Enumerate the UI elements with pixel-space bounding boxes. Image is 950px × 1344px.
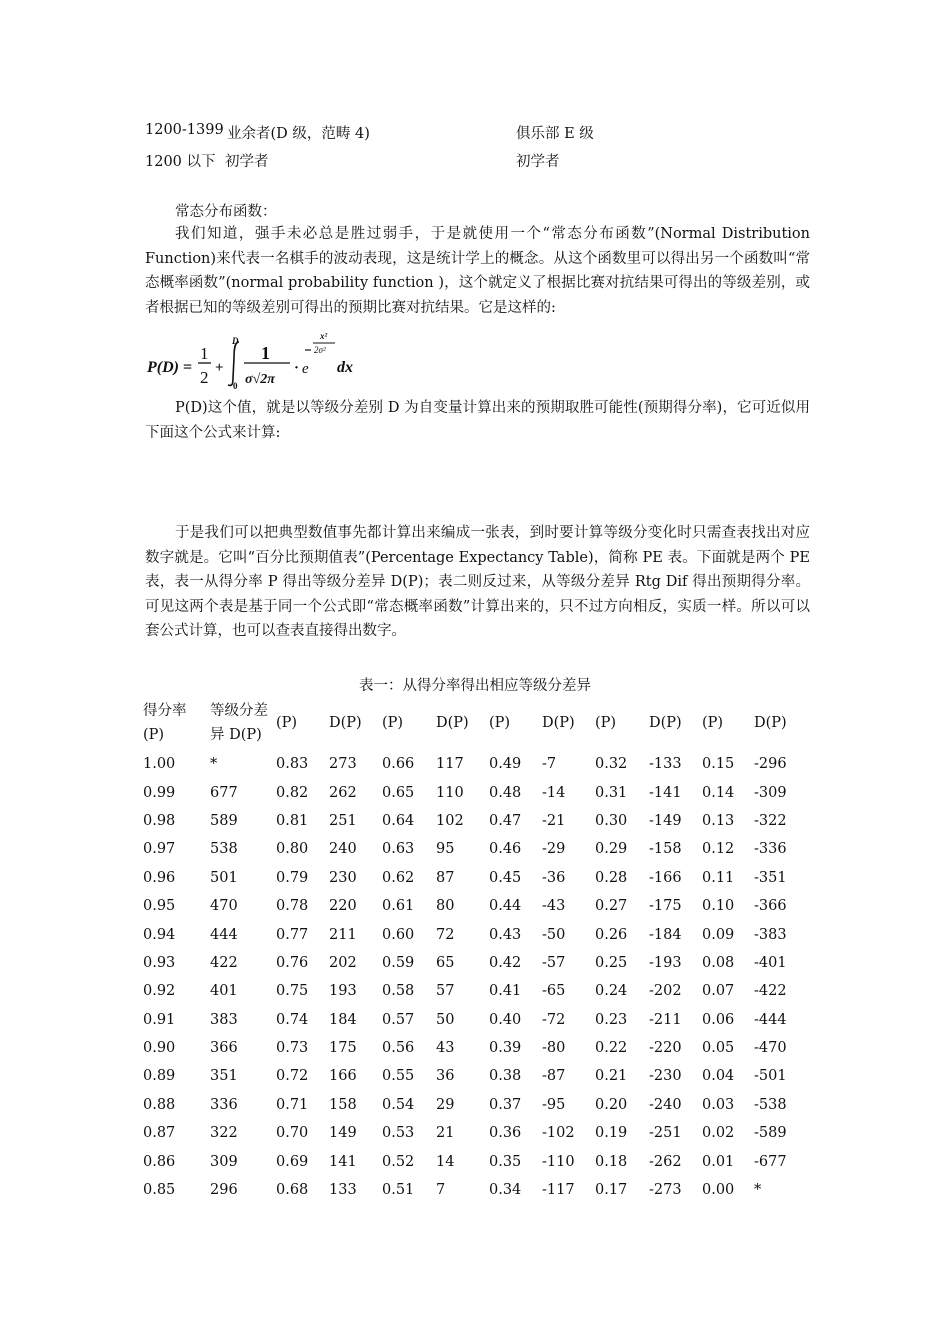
table-cell: 0.24 <box>595 983 628 1000</box>
table-cell: -366 <box>754 898 787 915</box>
table-cell: 0.19 <box>595 1125 628 1142</box>
table-cell: 184 <box>329 1011 357 1028</box>
table-cell: 87 <box>436 869 455 886</box>
formula-lower-limit: 0 <box>233 381 238 390</box>
table-cell: -80 <box>542 1040 566 1057</box>
formula-dx: dx <box>337 359 353 376</box>
table-cell: 29 <box>436 1096 455 1113</box>
table-cell: 0.17 <box>595 1182 628 1199</box>
table-cell: 251 <box>329 812 357 829</box>
table-cell: 0.53 <box>382 1125 415 1142</box>
table-cell: 14 <box>436 1153 455 1170</box>
table-cell: 0.73 <box>276 1040 309 1057</box>
table-cell: 0.80 <box>276 841 309 858</box>
table-cell: -351 <box>754 869 787 886</box>
table-cell: 0.86 <box>143 1153 176 1170</box>
table-cell: 0.74 <box>276 1011 309 1028</box>
table-cell: -296 <box>754 756 787 773</box>
table-cell: 0.65 <box>382 784 415 801</box>
table-cell: 0.30 <box>595 812 628 829</box>
table-cell: 0.10 <box>702 898 735 915</box>
table-cell: -133 <box>649 756 682 773</box>
table-cell: 0.49 <box>489 756 522 773</box>
table-cell: -262 <box>649 1153 682 1170</box>
table-cell: 0.88 <box>143 1096 176 1113</box>
table-cell: -309 <box>754 784 787 801</box>
table-cell: 117 <box>436 756 464 773</box>
table-cell: 0.32 <box>595 756 628 773</box>
table-header-cell: D(P) <box>542 715 575 731</box>
table-cell: 0.64 <box>382 812 415 829</box>
formula-half-numerator: 1 <box>200 344 209 363</box>
table-cell: -220 <box>649 1040 682 1057</box>
table-cell: 1.00 <box>143 756 176 773</box>
table-cell: 262 <box>329 784 357 801</box>
paragraph-pd-description: P(D)这个值，就是以等级分差别 D 为自变量计算出来的预期取胜可能性(预期得分率)，它可近似用下面这个公式来计算: <box>145 400 810 441</box>
table-header-cell: 得分率 (P) <box>143 703 187 743</box>
table-cell: 0.25 <box>595 954 628 971</box>
table-cell: 102 <box>436 812 464 829</box>
table-cell: 538 <box>210 841 238 858</box>
table-cell: 36 <box>436 1068 455 1085</box>
table-cell: 0.87 <box>143 1125 176 1142</box>
table-cell: 422 <box>210 954 238 971</box>
table-cell: -422 <box>754 983 787 1000</box>
table-cell: 0.82 <box>276 784 309 801</box>
table-cell: 0.05 <box>702 1040 735 1057</box>
table-cell: 7 <box>436 1182 446 1199</box>
table-cell: -383 <box>754 926 787 943</box>
table-cell: -65 <box>542 983 566 1000</box>
table-cell: 501 <box>210 869 238 886</box>
table-cell: 0.22 <box>595 1040 628 1057</box>
table-cell: 21 <box>436 1125 455 1142</box>
table-cell: 0.38 <box>489 1068 522 1085</box>
table-cell: 0.98 <box>143 812 176 829</box>
table-cell: -211 <box>649 1011 682 1028</box>
table-cell: 166 <box>329 1068 357 1085</box>
table-cell: 0.60 <box>382 926 415 943</box>
table-cell: -87 <box>542 1068 566 1085</box>
table-cell: 0.94 <box>143 926 176 943</box>
table-cell: 0.14 <box>702 784 735 801</box>
table-header-cell: D(P) <box>754 715 787 731</box>
table-cell: 50 <box>436 1011 455 1028</box>
table-cell: -95 <box>542 1096 566 1113</box>
grade-club: 俱乐部 E 级 <box>516 126 594 142</box>
table-cell: 230 <box>329 869 357 886</box>
table-cell: 0.66 <box>382 756 415 773</box>
table-cell: -43 <box>542 898 566 915</box>
table-cell: -470 <box>754 1040 787 1057</box>
table-cell: 0.58 <box>382 983 415 1000</box>
table-cell: 211 <box>329 926 357 943</box>
table-cell: 0.61 <box>382 898 415 915</box>
table-row <box>143 1091 804 1119</box>
table-cell: 110 <box>436 784 464 801</box>
table-row <box>143 1176 804 1204</box>
table-row <box>143 977 804 1005</box>
table-cell: -251 <box>649 1125 682 1142</box>
table-cell: -336 <box>754 841 787 858</box>
formula-e: e <box>302 361 309 377</box>
table-cell: 0.02 <box>702 1125 735 1142</box>
grade-label: 业余者(D 级，范畴 4) <box>227 126 370 142</box>
formula-equals: = <box>183 359 193 376</box>
table-cell: -401 <box>754 954 787 971</box>
table-cell: 0.45 <box>489 869 522 886</box>
paragraph-normal-distribution: 我们知道，强手未必总是胜过弱手，于是就使用一个“常态分布函数”(Normal Distribution Function)来代表一名棋手的波动表现，这是统计学上的概念。从这个函数里可以得出另一个函数叫“常态概率函数”(normal probability function )，这个就定义了根据比赛对抗结果可得出的等级差别，或者根据已知的等级差别可得出的预期比赛对抗结果。它是这样的: <box>145 226 810 316</box>
table-cell: 0.81 <box>276 812 309 829</box>
table-cell: 0.46 <box>489 841 522 858</box>
table-cell: 383 <box>210 1011 238 1028</box>
table-cell: 0.43 <box>489 926 522 943</box>
table-cell: 175 <box>329 1040 357 1057</box>
table-header-cell: D(P) <box>329 715 362 731</box>
table-header-cell: 等级分差 异 D(P) <box>210 703 268 743</box>
table-cell: 0.79 <box>276 869 309 886</box>
table-cell: 401 <box>210 983 238 1000</box>
table-cell: 193 <box>329 983 357 1000</box>
table-cell: * <box>754 1182 762 1199</box>
table-cell: 0.69 <box>276 1153 309 1170</box>
table-cell: 0.44 <box>489 898 522 915</box>
table-cell: 0.85 <box>143 1182 176 1199</box>
table-cell: 351 <box>210 1068 238 1085</box>
table-cell: 0.01 <box>702 1153 735 1170</box>
table-cell: 0.77 <box>276 926 309 943</box>
table-cell: 0.63 <box>382 841 415 858</box>
table-cell: 336 <box>210 1096 238 1113</box>
table-cell: 322 <box>210 1125 238 1142</box>
table-cell: -589 <box>754 1125 787 1142</box>
table1-caption: 表一：从得分率得出相应等级分差异 <box>359 678 591 694</box>
table-cell: 589 <box>210 812 238 829</box>
table-cell: 72 <box>436 926 455 943</box>
table-header-cell: (P) <box>595 715 617 731</box>
table-cell: 0.57 <box>382 1011 415 1028</box>
table-cell: 158 <box>329 1096 357 1113</box>
table-cell: 0.35 <box>489 1153 522 1170</box>
formula-fraction-denominator: σ√2π <box>245 372 275 387</box>
formula-fraction-numerator: 1 <box>261 343 270 363</box>
table-header-cell: (P) <box>382 715 404 731</box>
table-cell: 0.18 <box>595 1153 628 1170</box>
table-cell: 0.40 <box>489 1011 522 1028</box>
table-cell: 0.34 <box>489 1182 522 1199</box>
normal-probability-formula <box>145 328 375 390</box>
table-cell: 0.99 <box>143 784 176 801</box>
table-cell: 0.78 <box>276 898 309 915</box>
table-cell: -102 <box>542 1125 575 1142</box>
table-header-cell: (P) <box>702 715 724 731</box>
table-cell: 0.54 <box>382 1096 415 1113</box>
table-cell: 240 <box>329 841 357 858</box>
grade-range: 1200-1399 <box>145 122 224 138</box>
table-row <box>143 949 804 977</box>
table-cell: -149 <box>649 812 682 829</box>
table-cell: 57 <box>436 983 455 1000</box>
table-cell: 0.72 <box>276 1068 309 1085</box>
table-cell: 470 <box>210 898 238 915</box>
table-row <box>143 1147 804 1175</box>
table-cell: 0.28 <box>595 869 628 886</box>
table-cell: 0.04 <box>702 1068 735 1085</box>
table-cell: 0.42 <box>489 954 522 971</box>
table-cell: 309 <box>210 1153 238 1170</box>
table-cell: 273 <box>329 756 357 773</box>
table-cell: -230 <box>649 1068 682 1085</box>
formula-exponent-numerator: x² <box>320 331 328 341</box>
section-title: 常态分布函数： <box>175 204 277 220</box>
table-cell: 65 <box>436 954 455 971</box>
table-cell: 0.96 <box>143 869 176 886</box>
table-cell: -175 <box>649 898 682 915</box>
table-cell: -322 <box>754 812 787 829</box>
table-cell: 0.36 <box>489 1125 522 1142</box>
table-cell: -273 <box>649 1182 682 1199</box>
table-cell: -57 <box>542 954 566 971</box>
table-cell: 0.97 <box>143 841 176 858</box>
table-cell: 0.75 <box>276 983 309 1000</box>
table-cell: 141 <box>329 1153 357 1170</box>
table-cell: 0.12 <box>702 841 735 858</box>
table-row <box>143 1034 804 1062</box>
formula-exponent-denominator: 2σ² <box>314 345 326 355</box>
table-cell: 0.31 <box>595 784 628 801</box>
grade-range: 1200 以下 <box>145 154 216 170</box>
table-cell: -184 <box>649 926 682 943</box>
table-header-cell: (P) <box>489 715 511 731</box>
table-cell: -21 <box>542 812 566 829</box>
table-cell: 0.48 <box>489 784 522 801</box>
table-cell: 0.92 <box>143 983 176 1000</box>
formula-lhs: P(D) <box>147 359 179 376</box>
table-cell: 296 <box>210 1182 238 1199</box>
table-cell: 0.06 <box>702 1011 735 1028</box>
table-cell: 0.68 <box>276 1182 309 1199</box>
formula-dot: · <box>294 360 300 376</box>
pe-table-1 <box>143 696 804 1204</box>
table-cell: 0.08 <box>702 954 735 971</box>
table-cell: 0.71 <box>276 1096 309 1113</box>
table-cell: -158 <box>649 841 682 858</box>
table-cell: -14 <box>542 784 566 801</box>
table-cell: 0.52 <box>382 1153 415 1170</box>
table-cell: 133 <box>329 1182 357 1199</box>
integral-sign <box>228 342 239 385</box>
table-row <box>143 1006 804 1034</box>
table-cell: 202 <box>329 954 357 971</box>
table-cell: 0.76 <box>276 954 309 971</box>
table-cell: 0.39 <box>489 1040 522 1057</box>
table-cell: 0.09 <box>702 926 735 943</box>
table-cell: 677 <box>210 784 238 801</box>
table-cell: -538 <box>754 1096 787 1113</box>
table-row <box>143 835 804 863</box>
table-cell: -7 <box>542 756 557 773</box>
table-cell: * <box>210 756 218 773</box>
table-cell: -117 <box>542 1182 575 1199</box>
table-row <box>143 807 804 835</box>
table-cell: -444 <box>754 1011 787 1028</box>
table-cell: -141 <box>649 784 682 801</box>
table-cell: 0.26 <box>595 926 628 943</box>
table-cell: 0.51 <box>382 1182 415 1199</box>
table-cell: 220 <box>329 898 357 915</box>
table-row <box>143 1119 804 1147</box>
table-cell: 0.15 <box>702 756 735 773</box>
table-cell: 0.13 <box>702 812 735 829</box>
table-cell: 95 <box>436 841 455 858</box>
table-header-row <box>143 696 804 750</box>
table-row <box>143 750 804 778</box>
table-cell: 0.55 <box>382 1068 415 1085</box>
formula-plus: + <box>215 360 224 376</box>
table-cell: 0.90 <box>143 1040 176 1057</box>
table-cell: 0.03 <box>702 1096 735 1113</box>
table-cell: 0.62 <box>382 869 415 886</box>
table-cell: 0.21 <box>595 1068 628 1085</box>
table-cell: 0.83 <box>276 756 309 773</box>
paragraph-pe-table-intro: 于是我们可以把典型数值事先都计算出来编成一张表，到时要计算等级分变化时只需查表找出对应数字就是。它叫“百分比预期值表”(Percentage Expectancy Table)，简称 PE 表。下面就是两个 PE 表，表一从得分率 P 得出等级分差异 D(P)；表二则反过来，从等级分差异 Rtg Dif 得出预期得分率。可见这两个表是基于同一个公式即“常态概率函数”计算出来的，只不过方向相反，实质一样。所以可以套公式计算，也可以查表直接得出数字。 <box>145 525 810 640</box>
table-cell: 0.20 <box>595 1096 628 1113</box>
table-cell: 0.00 <box>702 1182 735 1199</box>
table-cell: 444 <box>210 926 238 943</box>
table-cell: -36 <box>542 869 566 886</box>
table-cell: -72 <box>542 1011 566 1028</box>
table-cell: -50 <box>542 926 566 943</box>
table-header-cell: D(P) <box>649 715 682 731</box>
table-cell: 0.89 <box>143 1068 176 1085</box>
table-cell: 0.37 <box>489 1096 522 1113</box>
table-cell: 0.47 <box>489 812 522 829</box>
table-header-cell: D(P) <box>436 715 469 731</box>
table-cell: -677 <box>754 1153 787 1170</box>
table-row <box>143 864 804 892</box>
table-cell: 0.56 <box>382 1040 415 1057</box>
table-cell: 366 <box>210 1040 238 1057</box>
table-cell: 0.91 <box>143 1011 176 1028</box>
table-cell: 0.27 <box>595 898 628 915</box>
table-header-cell: (P) <box>276 715 298 731</box>
table-cell: -110 <box>542 1153 575 1170</box>
table-cell: 0.70 <box>276 1125 309 1142</box>
table-cell: 80 <box>436 898 455 915</box>
table-row <box>143 892 804 920</box>
grade-club: 初学者 <box>516 154 560 170</box>
table-cell: 149 <box>329 1125 357 1142</box>
table-row <box>143 1062 804 1090</box>
table-cell: -501 <box>754 1068 787 1085</box>
table-row <box>143 778 804 806</box>
grade-label: 初学者 <box>225 154 269 170</box>
table-cell: 0.41 <box>489 983 522 1000</box>
formula-upper-limit: D <box>232 336 239 346</box>
table-cell: 0.07 <box>702 983 735 1000</box>
table-cell: -166 <box>649 869 682 886</box>
table-row <box>143 920 804 948</box>
table-cell: 0.93 <box>143 954 176 971</box>
table-cell: 0.23 <box>595 1011 628 1028</box>
formula-half-denominator: 2 <box>200 368 209 387</box>
table-cell: 0.11 <box>702 869 735 886</box>
table-cell: 43 <box>436 1040 455 1057</box>
table-cell: -29 <box>542 841 566 858</box>
table-cell: -240 <box>649 1096 682 1113</box>
table-cell: 0.95 <box>143 898 176 915</box>
table-cell: -193 <box>649 954 682 971</box>
table-cell: -202 <box>649 983 682 1000</box>
table-cell: 0.59 <box>382 954 415 971</box>
table-cell: 0.29 <box>595 841 628 858</box>
